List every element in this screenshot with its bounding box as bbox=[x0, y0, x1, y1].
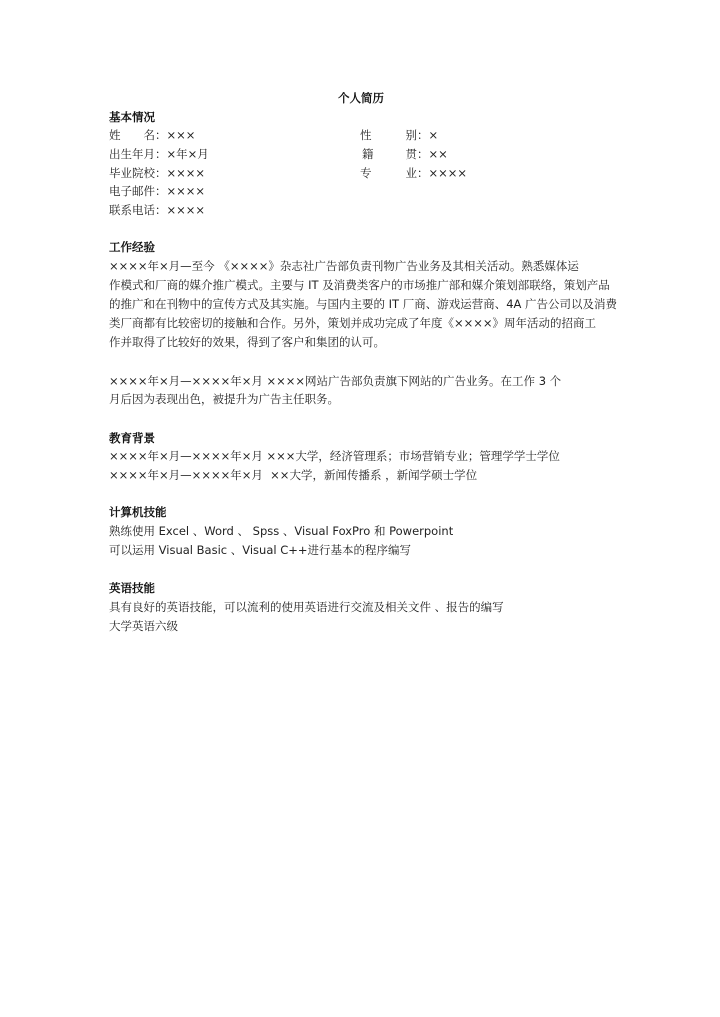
field-hometown-label: 籍贯 bbox=[362, 147, 417, 161]
field-gender-value: × bbox=[428, 128, 439, 142]
field-major-label: 专业 bbox=[360, 166, 417, 180]
document-title: 个人简历 bbox=[338, 91, 384, 105]
field-gender-label: 性别 bbox=[360, 128, 417, 142]
field-major: 专业：×××× bbox=[360, 166, 468, 180]
section-heading-computer-skills: 计算机技能 bbox=[109, 505, 167, 519]
field-school-value: ×××× bbox=[166, 166, 206, 180]
education-entry-2: ××××年×月—××××年×月 ××大学，新闻传播系 ，新闻学硕士学位 bbox=[109, 468, 478, 482]
work-entry-2-line-2: 月后因为表现出色，被提升为广告主任职务。 bbox=[109, 392, 339, 406]
field-school-label: 毕业院校 bbox=[109, 166, 155, 180]
section-heading-basic-info: 基本情况 bbox=[109, 110, 155, 124]
work-entry-1-line-1: ××××年×月—至今 《××××》杂志社广告部负责刊物广告业务及其相关活动。熟悉媒体运 bbox=[109, 259, 579, 273]
work-entry-1-line-4: 类厂商都有比较密切的接触和合作。另外，策划并成功完成了年度《××××》周年活动的招商工 bbox=[109, 316, 597, 330]
field-phone-value: ×××× bbox=[166, 203, 206, 217]
field-birth: 出生年月：×年×月 bbox=[109, 147, 209, 161]
field-name-value: ××× bbox=[166, 128, 196, 142]
english-skills-line-1: 具有良好的英语技能，可以流利的使用英语进行交流及相关文件 、报告的编写 bbox=[109, 600, 504, 614]
education-entry-1: ××××年×月—××××年×月 ×××大学，经济管理系；市场营销专业；管理学学士学位 bbox=[109, 449, 560, 463]
field-major-value: ×××× bbox=[428, 166, 468, 180]
english-skills-line-2: 大学英语六级 bbox=[109, 619, 178, 633]
section-heading-english-skills: 英语技能 bbox=[109, 581, 155, 595]
field-email-value: ×××× bbox=[166, 184, 206, 198]
work-entry-1-line-5: 作并取得了比较好的效果，得到了客户和集团的认可。 bbox=[109, 335, 385, 349]
field-birth-value: ×年×月 bbox=[166, 147, 209, 161]
field-name-label: 姓名 bbox=[109, 128, 155, 142]
section-heading-work-experience: 工作经验 bbox=[109, 240, 155, 254]
field-email-label: 电子邮件 bbox=[109, 184, 155, 198]
work-entry-1-line-3: 的推广和在刊物中的宣传方式及其实施。与国内主要的 IT 厂商、游戏运营商、4A 广告公司以及消费 bbox=[109, 297, 618, 311]
field-phone: 联系电话：×××× bbox=[109, 203, 206, 217]
field-school: 毕业院校：×××× bbox=[109, 166, 206, 180]
field-birth-label: 出生年月 bbox=[109, 147, 155, 161]
section-heading-education: 教育背景 bbox=[109, 431, 155, 445]
field-hometown-value: ×× bbox=[428, 147, 448, 161]
field-gender: 性别：× bbox=[360, 128, 439, 142]
field-name: 姓名：××× bbox=[109, 128, 196, 142]
field-hometown: 籍贯：×× bbox=[362, 147, 448, 161]
work-entry-2-line-1: ××××年×月—××××年×月 ××××网站广告部负责旗下网站的广告业务。在工作 3 个 bbox=[109, 374, 562, 388]
computer-skills-line-1: 熟练使用 Excel 、Word 、 Spss 、Visual FoxPro 和 Powerpoint bbox=[109, 524, 454, 538]
work-entry-1-line-2: 作模式和厂商的媒介推广模式。主要与 IT 及消费类客户的市场推广部和媒介策划部联络，策划产品 bbox=[109, 278, 610, 292]
field-phone-label: 联系电话 bbox=[109, 203, 155, 217]
computer-skills-line-2: 可以运用 Visual Basic 、Visual C++进行基本的程序编写 bbox=[109, 543, 412, 557]
field-email: 电子邮件：×××× bbox=[109, 184, 206, 198]
